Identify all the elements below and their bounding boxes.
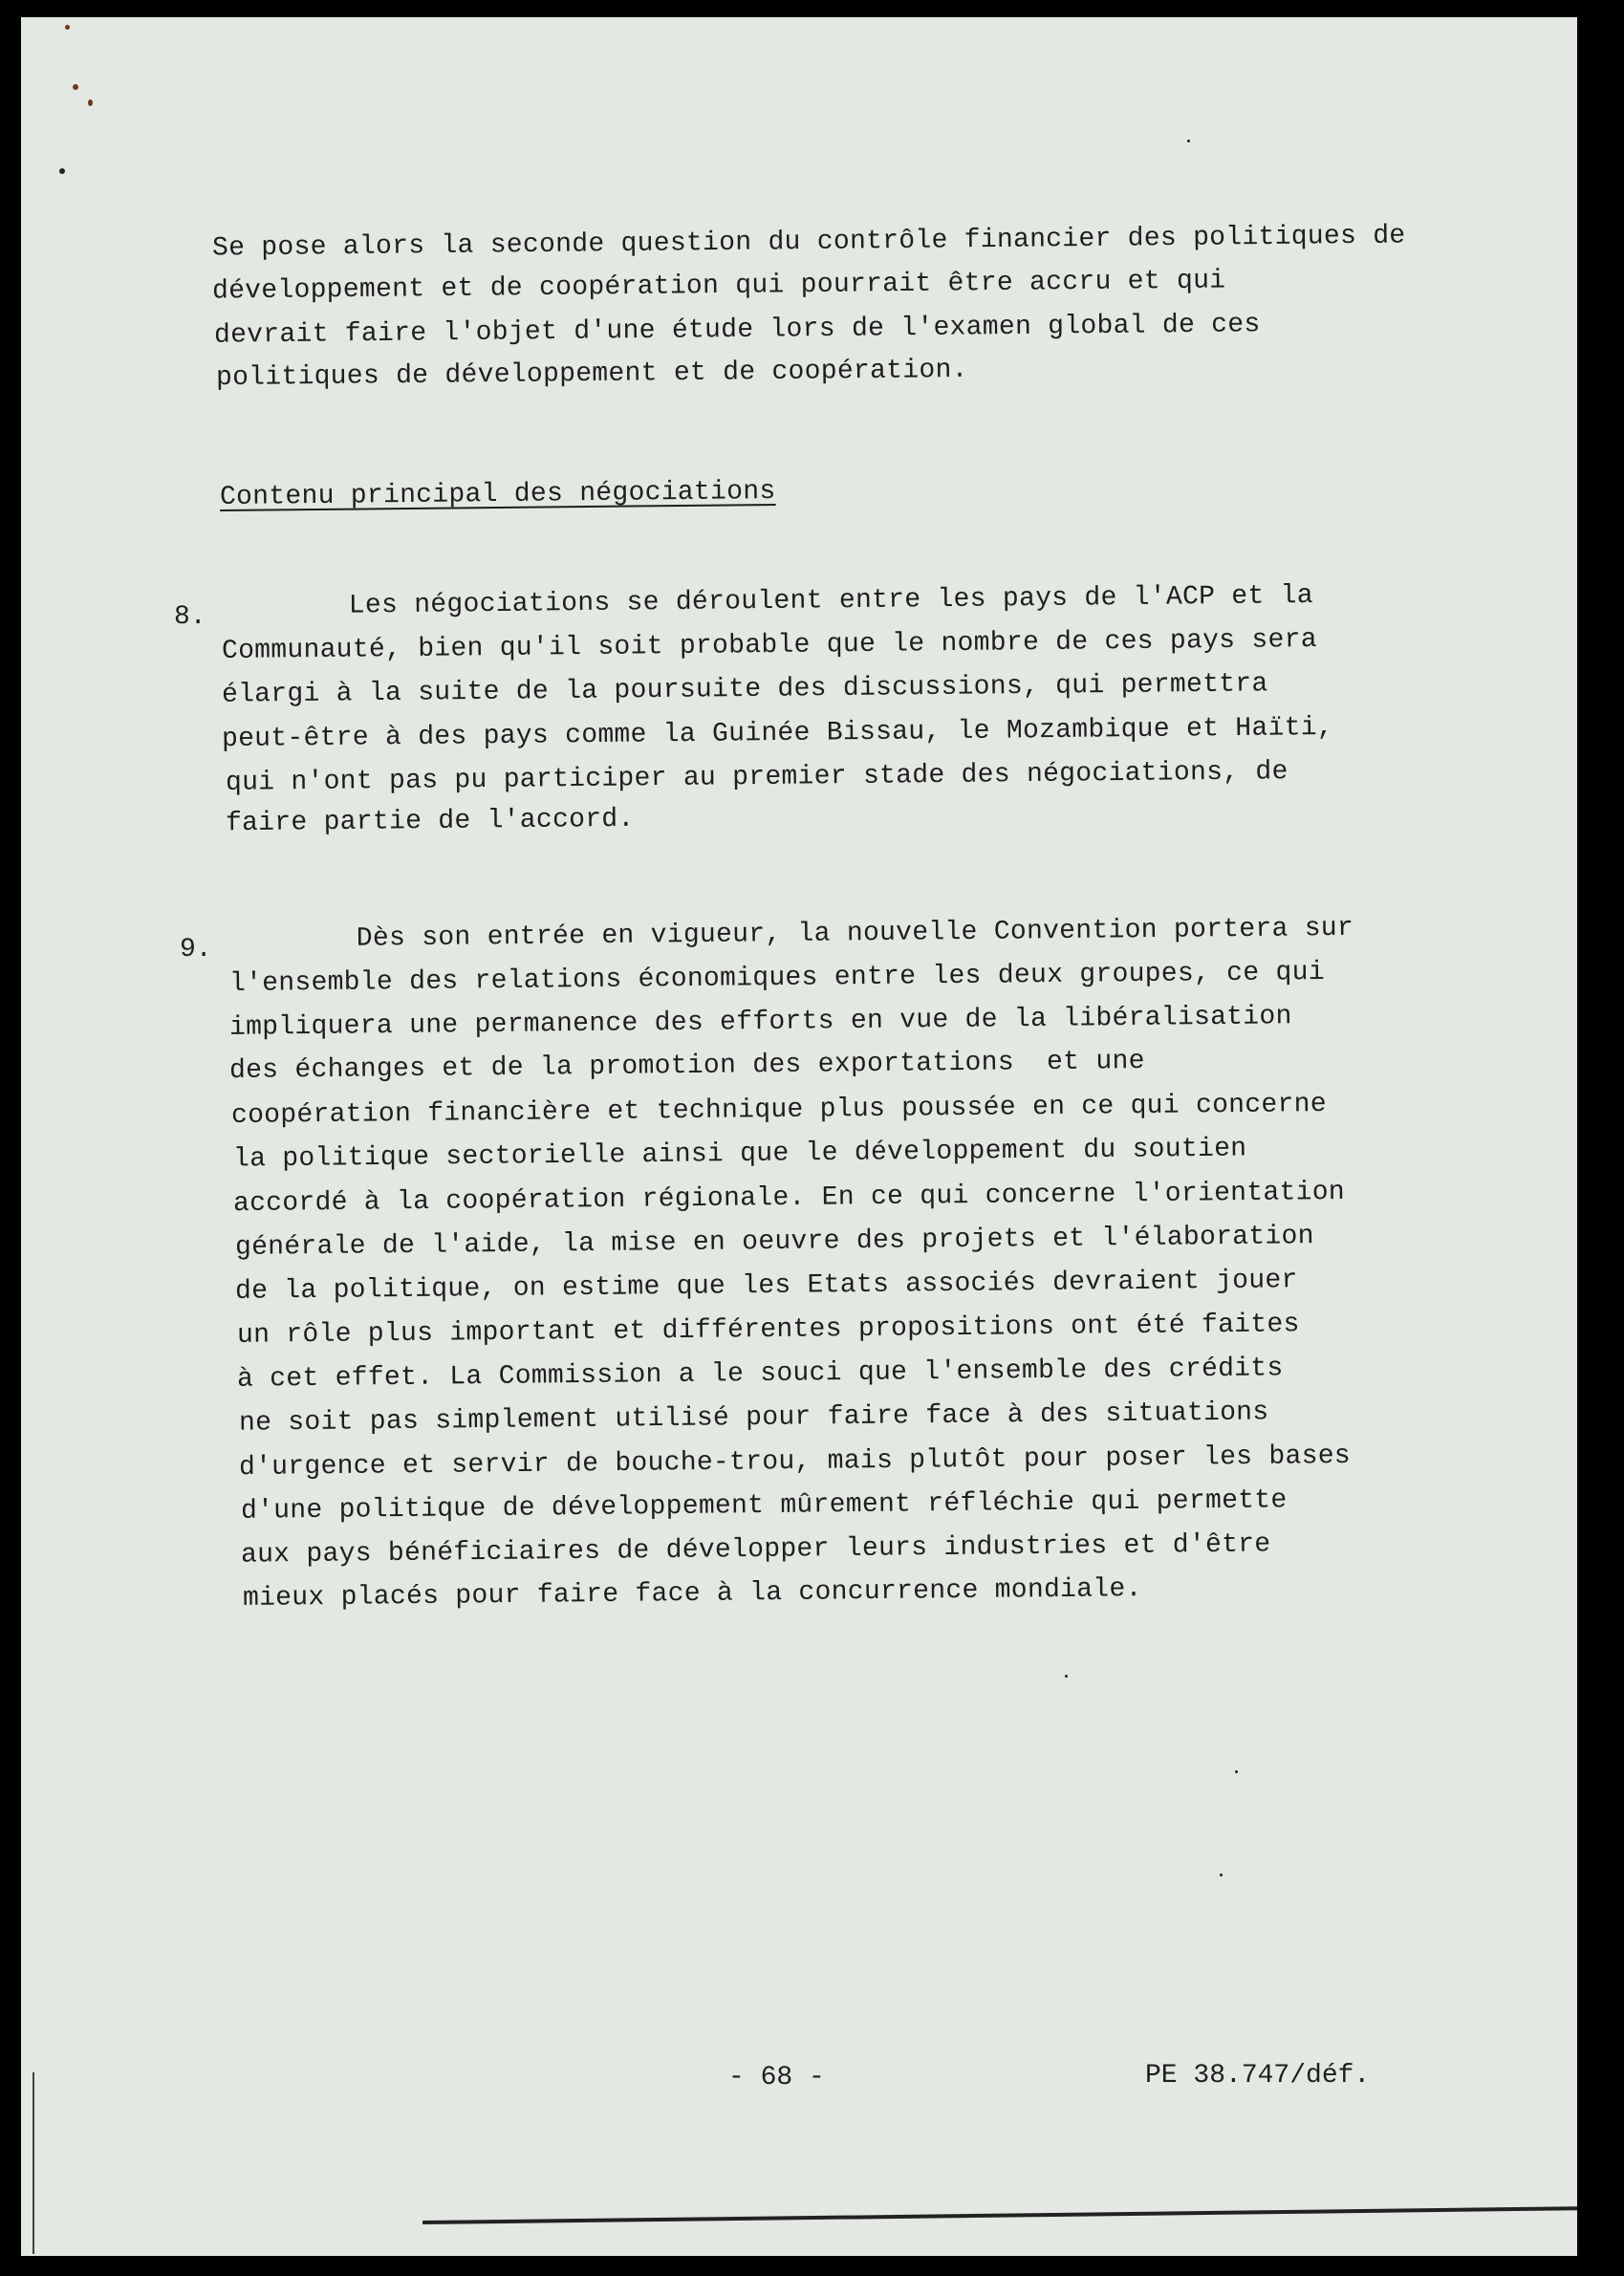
paragraph-line: ne soit pas simplement utilisé pour faire face à des situations bbox=[238, 1398, 1269, 1439]
intro-line: Se pose alors la seconde question du contrôle financier des politiques de bbox=[211, 221, 1406, 264]
paragraph-line: d'une politique de développement mûrement réfléchie qui permette bbox=[240, 1485, 1288, 1527]
paragraph-line: peut-être à des pays comme la Guinée Bissau, le Mozambique et Haïti, bbox=[221, 712, 1334, 755]
document-reference: PE 38.747/déf. bbox=[1145, 2061, 1371, 2091]
paragraph-line: un rôle plus important et différentes propositions ont été faites bbox=[236, 1310, 1300, 1351]
intro-line: politiques de développement et de coopération. bbox=[215, 355, 968, 394]
ink-dot bbox=[1220, 1874, 1223, 1876]
paragraph-line: Les négociations se déroulent entre les pays de l'ACP et la bbox=[217, 581, 1314, 622]
document-page bbox=[21, 17, 1577, 2256]
paragraph-line: d'urgence et servir de bouche-trou, mais plutôt pour poser les bases bbox=[238, 1441, 1352, 1484]
paragraph-line: coopération financière et technique plus poussée en ce qui concerne bbox=[230, 1090, 1328, 1131]
stain-speck bbox=[88, 99, 93, 106]
ink-dot bbox=[1187, 140, 1190, 142]
intro-line: devrait faire l'objet d'une étude lors de l'examen global de ces bbox=[213, 310, 1261, 351]
paragraph-line: qui n'ont pas pu participer au premier stade des négociations, de bbox=[225, 757, 1288, 798]
paragraph-line: élargi à la suite de la poursuite des discussions, qui permettra bbox=[221, 669, 1268, 710]
ink-dot bbox=[1065, 1675, 1068, 1678]
paragraph-line: l'ensemble des relations économiques entre les deux groupes, ce qui bbox=[228, 958, 1326, 999]
ink-dot bbox=[59, 168, 65, 174]
paragraph-line: Dès son entrée en vigueur, la nouvelle Convention portera sur bbox=[225, 913, 1354, 956]
paragraph-number: 9. bbox=[180, 935, 212, 965]
ink-dot bbox=[1235, 1770, 1238, 1773]
page-number: - 68 - bbox=[728, 2063, 825, 2092]
paragraph-line: la politique sectorielle ainsi que le développement du soutien bbox=[232, 1134, 1247, 1175]
paragraph-line: accordé à la coopération régionale. En ce qui concerne l'orientation bbox=[232, 1177, 1346, 1220]
paragraph-line: aux pays bénéficiaires de développer leurs industries et d'être bbox=[240, 1529, 1271, 1571]
paragraph-line: mieux placés pour faire face à la concurrence mondiale. bbox=[242, 1574, 1142, 1614]
paragraph-line: Communauté, bien qu'il soit probable que le nombre de ces pays sera bbox=[221, 625, 1318, 666]
stain-speck bbox=[73, 84, 78, 90]
section-heading: Contenu principal des négociations bbox=[219, 476, 776, 513]
paragraph-line: impliquera une permanence des efforts en vue de la libéralisation bbox=[228, 1002, 1292, 1043]
paragraph-line: à cet effet. La Commission a le souci que l'ensemble des crédits bbox=[236, 1354, 1284, 1395]
intro-line: développement et de coopération qui pourrait être accru et qui bbox=[211, 266, 1226, 307]
paragraph-line: des échanges et de la promotion des exportations et une bbox=[228, 1046, 1145, 1087]
paragraph-line: générale de l'aide, la mise en oeuvre des projets et l'élaboration bbox=[234, 1222, 1314, 1263]
bottom-rule bbox=[422, 2206, 1577, 2224]
paragraph-number: 8. bbox=[174, 602, 206, 632]
paragraph-line: de la politique, on estime que les Etats associés devraient jouer bbox=[234, 1266, 1298, 1307]
left-margin-rule bbox=[32, 2072, 34, 2254]
stain-speck bbox=[65, 25, 70, 30]
paragraph-line: faire partie de l'accord. bbox=[225, 804, 635, 839]
